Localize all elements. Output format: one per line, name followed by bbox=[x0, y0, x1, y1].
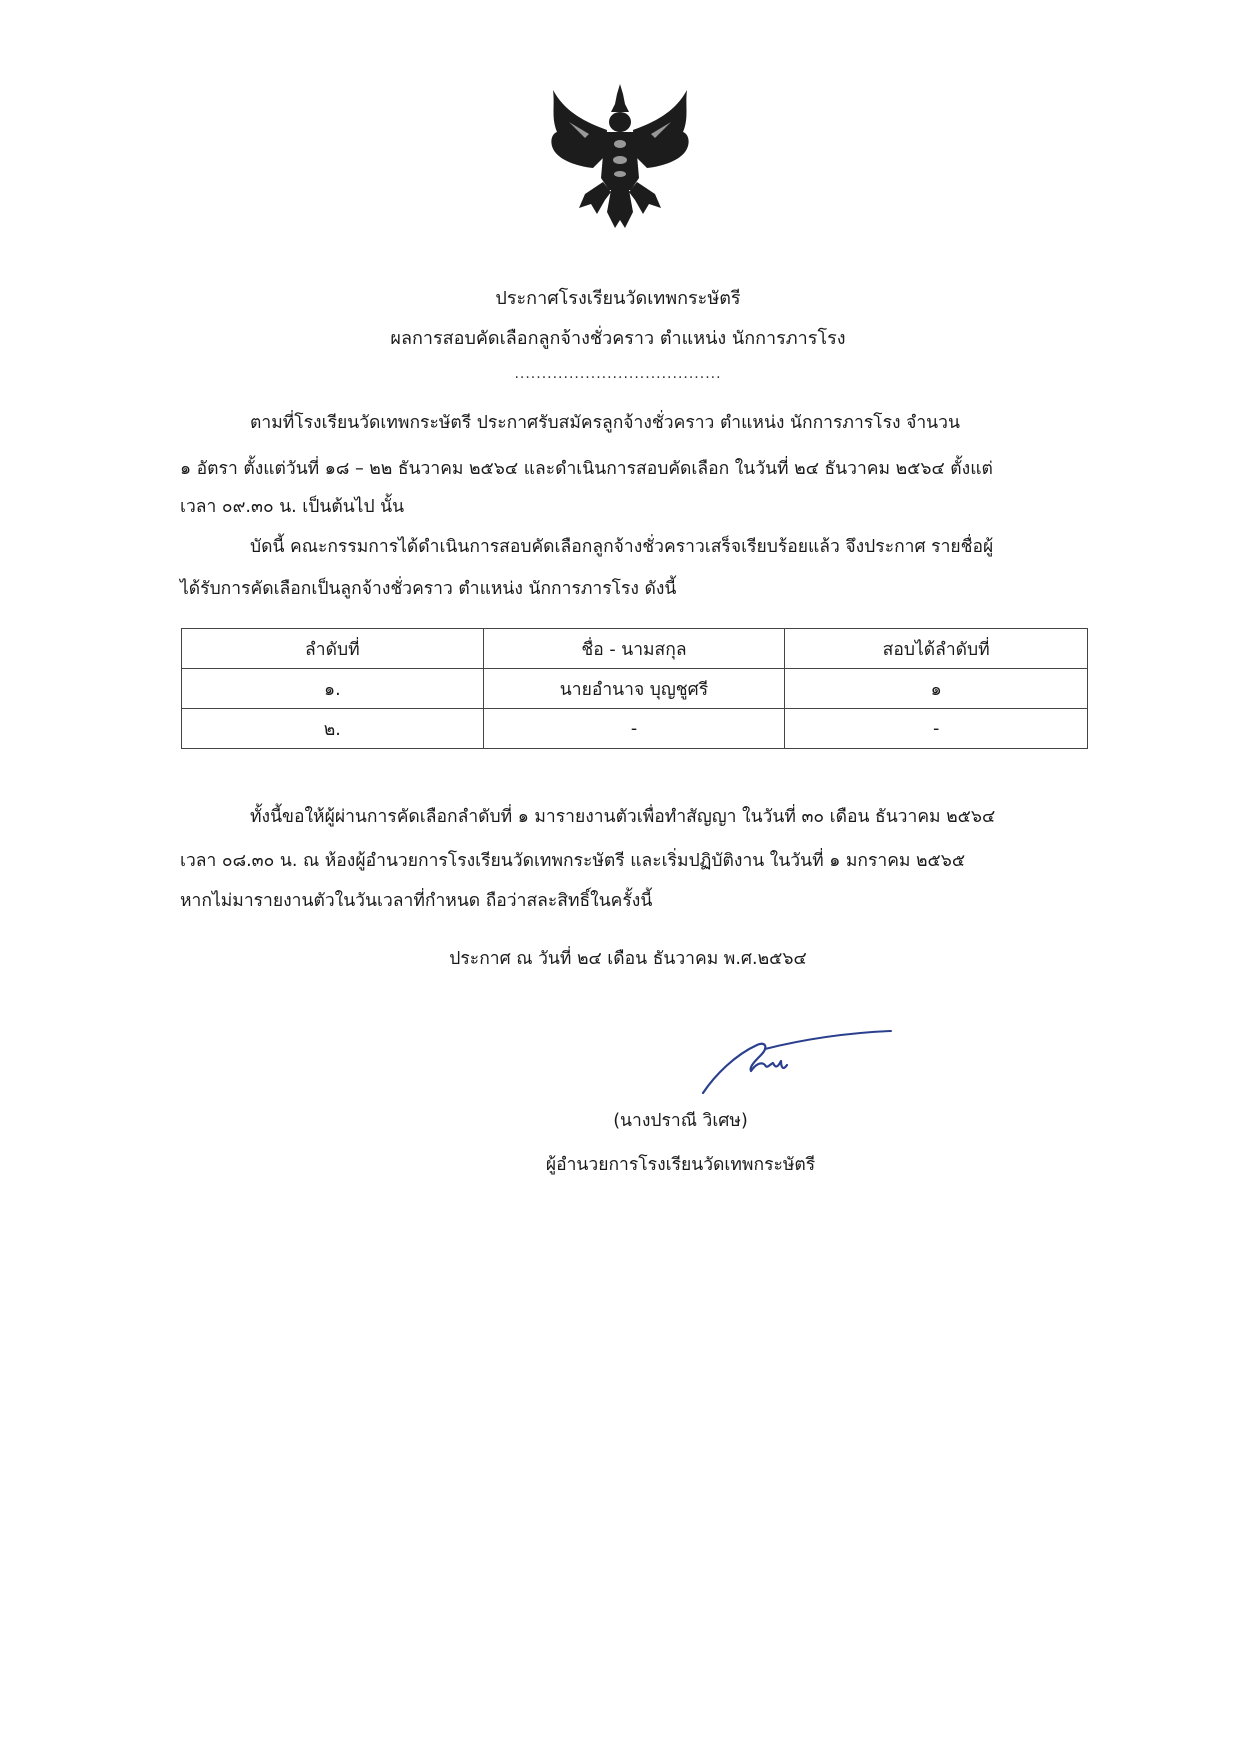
announcement-title: ประกาศโรงเรียนวัดเทพกระษัตรี bbox=[495, 288, 741, 309]
handwritten-signature bbox=[695, 1025, 895, 1095]
separator-dots: ...................................... bbox=[514, 366, 722, 382]
paragraph-2-line-2: ได้รับการคัดเลือกเป็นลูกจ้างชั่วคราว ตำแหน่ง นักการภารโรง ดังนี้ bbox=[180, 579, 677, 599]
result-table bbox=[181, 628, 1088, 749]
paragraph-3-line-3: หากไม่มารายงานตัวในวันเวลาที่กำหนด ถือว่าสละสิทธิ์ในครั้งนี้ bbox=[180, 891, 653, 911]
paragraph-3-line-1: ทั้งนี้ขอให้ผู้ผ่านการคัดเลือกลำดับที่ ๑ มารายงานตัวเพื่อทำสัญญา ในวันที่ ๓๐ เดือน ธันวาคม ๒๕๖๔ bbox=[250, 807, 996, 827]
table-header-cell: ชื่อ - นามสกุล bbox=[483, 629, 785, 669]
table-header-cell: สอบได้ลำดับที่ bbox=[785, 629, 1088, 669]
garuda-emblem-icon bbox=[545, 82, 695, 230]
table-cell: - bbox=[785, 709, 1088, 749]
table-cell: ๑ bbox=[785, 669, 1088, 709]
paragraph-3-line-2: เวลา ๐๘.๓๐ น. ณ ห้องผู้อำนวยการโรงเรียนวัดเทพกระษัตรี และเริ่มปฏิบัติงาน ในวันที่ ๑ มกราคม ๒๕๖๕ bbox=[180, 851, 966, 871]
table-header-row bbox=[182, 629, 1088, 669]
announce-date: ประกาศ ณ วันที่ ๒๔ เดือน ธันวาคม พ.ศ.๒๕๖๔ bbox=[449, 949, 807, 969]
table-row bbox=[182, 709, 1088, 749]
paragraph-1-line-2: ๑ อัตรา ตั้งแต่วันที่ ๑๘ – ๒๒ ธันวาคม ๒๕๖๔ และดำเนินการสอบคัดเลือก ในวันที่ ๒๔ ธันวาคม ๒๕๖๔ ตั้งแต่ bbox=[180, 459, 993, 479]
table-header-cell: ลำดับที่ bbox=[182, 629, 484, 669]
signatory-name: (นางปราณี วิเศษ) bbox=[613, 1111, 748, 1131]
paragraph-1-line-1: ตามที่โรงเรียนวัดเทพกระษัตรี ประกาศรับสมัครลูกจ้างชั่วคราว ตำแหน่ง นักการภารโรง จำนวน bbox=[250, 413, 960, 433]
table-cell: - bbox=[483, 709, 785, 749]
paragraph-2-line-1: บัดนี้ คณะกรรมการได้ดำเนินการสอบคัดเลือกลูกจ้างชั่วคราวเสร็จเรียบร้อยแล้ว จึงประกาศ รายชื่อผู้ bbox=[250, 537, 994, 557]
table-cell: ๒. bbox=[182, 709, 484, 749]
table-cell: นายอำนาจ บุญชูศรี bbox=[483, 669, 785, 709]
table-cell: ๑. bbox=[182, 669, 484, 709]
table-row bbox=[182, 669, 1088, 709]
announcement-subtitle: ผลการสอบคัดเลือกลูกจ้างชั่วคราว ตำแหน่ง นักการภารโรง bbox=[390, 328, 846, 349]
signatory-position: ผู้อำนวยการโรงเรียนวัดเทพกระษัตรี bbox=[545, 1155, 816, 1175]
paragraph-1-line-3: เวลา ๐๙.๓๐ น. เป็นต้นไป นั้น bbox=[180, 497, 405, 517]
